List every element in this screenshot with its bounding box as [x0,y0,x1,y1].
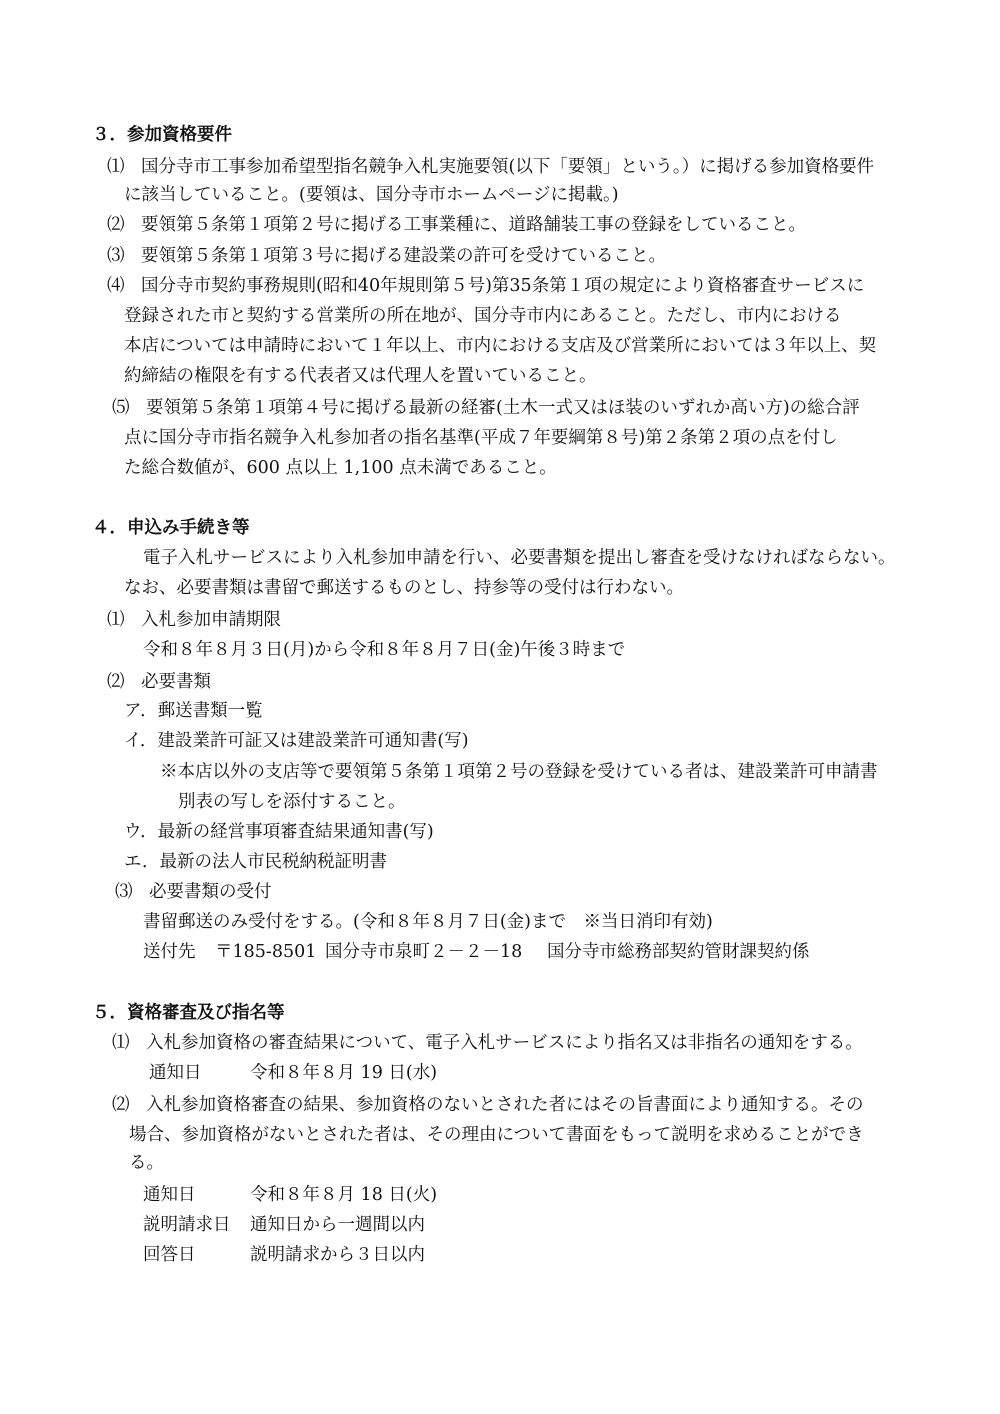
s3-item-4-line-3: 本店については申請時において１年以上、市内における支店及び営業所においては３年以上、契 [124,336,877,356]
row-request-label: 説明請求日 [143,1215,231,1235]
s5-item-1-text: 入札参加資格の審査結果について、電子入札サービスにより指名又は非指名の通知をする。 [146,1033,863,1053]
s3-item-1-line-1 [107,155,874,179]
s4-item-3-number: ⑶ [115,882,133,902]
s4-item-3-address [143,940,810,964]
s3-item-5-text: 要領第５条第１項第４号に掲げる最新の経審(土木一式又はほ装のいずれか高い方)の総合評 [146,398,860,418]
s3-item-4-line-1 [107,274,864,298]
s4-item-2-note-line-2: 別表の写しを添付すること。 [178,792,406,812]
s4-item-2-subitem-b: イ．建設業許可証又は建設業許可通知書(写) [124,731,469,751]
s3-item-3-number: ⑶ [107,246,125,266]
s5-item-2-line-3: る。 [129,1153,164,1173]
row-request-value: 通知日から一週間以内 [250,1215,425,1235]
address-department: 国分寺市総務部契約管財課契約係 [547,942,810,962]
s3-item-2-number: ⑵ [107,215,125,235]
s5-row-answer [143,1243,425,1267]
s5-item-2-text: 入札参加資格審査の結果、参加資格のないとされた者にはその旨書面により通知する。その [146,1095,864,1115]
s3-item-5-line-1 [112,396,860,420]
s4-item-3-line-1: 書留郵送のみ受付をする。(令和８年８月７日(金)まで ※当日消印有効) [143,912,713,932]
s4-item-2-label: 必要書類 [141,672,211,692]
s4-item-2 [107,670,211,694]
address-place: 国分寺市泉町２－２－18 [325,942,523,962]
section-5-heading: ５．資格審査及び指名等 [92,1003,285,1023]
s4-item-2-subitem-c: ウ．最新の経営事項審査結果通知書(写) [124,822,434,842]
s4-paragraph-line-1: 電子入札サービスにより入札参加申請を行い、必要書類を提出し審査を受けなければならない。 [143,548,896,568]
section-3-heading: ３．参加資格要件 [92,125,232,145]
s5-item-1 [112,1031,863,1055]
s3-item-1-line-2: に該当していること。(要領は、国分寺市ホームページに掲載。) [124,185,619,205]
notice-date-label: 通知日 [149,1063,202,1083]
s3-item-3 [107,244,666,268]
s4-item-1-number: ⑴ [107,610,125,630]
s5-item-2-number: ⑵ [112,1095,130,1115]
s5-item-2-line-2: 場合、参加資格がないとされた者は、その理由について書面をもって説明を求めることができ [129,1125,864,1145]
s3-item-3-text: 要領第５条第１項第３号に掲げる建設業の許可を受けていること。 [141,246,666,266]
notice-date-value: 令和８年８月 19 日(水) [250,1063,438,1083]
s5-item-1-notice-date [143,1061,437,1085]
s4-item-1-value: 令和８年８月３日(月)から令和８年８月７日(金)午後３時まで [143,640,626,660]
s4-item-3 [115,880,272,904]
s3-item-2-text: 要領第５条第１項第２号に掲げる工事業種に、道路舗装工事の登録をしていること。 [141,215,806,235]
s4-item-3-label: 必要書類の受付 [149,882,272,902]
s5-item-1-number: ⑴ [112,1033,130,1053]
s3-item-4-number: ⑷ [107,276,125,296]
row-notice-value: 令和８年８月 18 日(火) [250,1185,438,1205]
row-answer-label: 回答日 [143,1245,196,1265]
s4-item-2-number: ⑵ [107,672,125,692]
row-notice-label: 通知日 [143,1185,196,1205]
s3-item-1-text: 国分寺市工事参加希望型指名競争入札実施要領(以下「要領」という。）に掲げる参加資格要件 [141,157,875,177]
section-4-heading: ４．申込み手続き等 [92,518,250,538]
s3-item-4-line-4: 約締結の権限を有する代表者又は代理人を置いていること。 [124,366,597,386]
row-answer-value: 説明請求から３日以内 [250,1245,425,1265]
s3-item-2 [107,213,806,237]
s5-row-notice [143,1183,437,1207]
s3-item-4-text: 国分寺市契約事務規則(昭和40年規則第５号)第35条第１項の規定により資格審査サービスに [141,276,865,296]
s5-row-request [143,1213,425,1237]
address-label: 送付先 [143,942,196,962]
s5-item-2-line-1 [112,1093,864,1117]
s3-item-5-number: ⑸ [112,398,130,418]
address-zip: 〒185-8501 [215,942,317,962]
s4-item-1 [107,608,281,632]
s4-item-1-label: 入札参加申請期限 [141,610,281,630]
s3-item-5-line-2: 点に国分寺市指名競争入札参加者の指名基準(平成７年要綱第８号)第２条第２項の点を付し [124,428,838,448]
s3-item-4-line-2: 登録された市と契約する営業所の所在地が、国分寺市内にあること。ただし、市内における [124,306,842,326]
s3-item-5-line-3: た総合数値が、600 点以上 1,100 点未満であること。 [124,458,557,478]
s4-item-2-subitem-d: エ．最新の法人市民税納税証明書 [124,852,388,872]
s4-item-2-subitem-a: ア．郵送書類一覧 [124,701,263,721]
s4-item-2-note-line-1: ※本店以外の支店等で要領第５条第１項第２号の登録を受けている者は、建設業許可申請書 [160,762,878,782]
s4-paragraph-line-2: なお、必要書類は書留で郵送するものとし、持参等の受付は行わない。 [124,578,684,598]
s3-item-1-number: ⑴ [107,157,125,177]
